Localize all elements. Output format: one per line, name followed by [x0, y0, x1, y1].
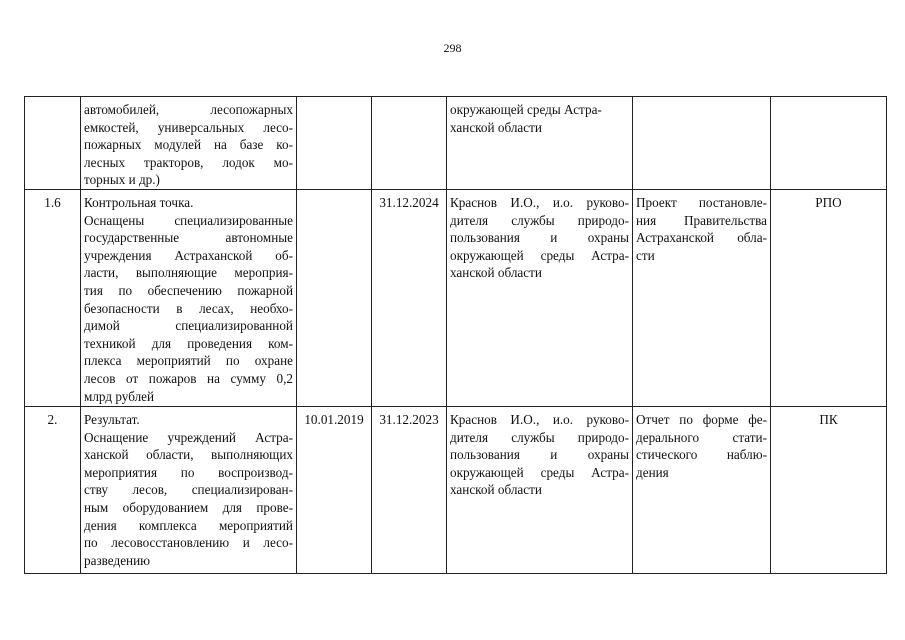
result-doc-cell	[633, 97, 771, 190]
end-date	[372, 97, 447, 190]
text-line: пользования и охраны	[450, 447, 629, 463]
text-line: дителя службы природо-	[450, 429, 629, 445]
text-line: плекса мероприятий по охране	[84, 353, 293, 369]
text-line: Результат.	[84, 411, 140, 427]
text-line: ханской области	[450, 265, 542, 281]
text-line: ния Правительства	[636, 212, 767, 228]
text-line: ству лесов, специализирован-	[84, 482, 293, 498]
row-number	[25, 97, 81, 190]
code-cell: ПК	[771, 406, 887, 573]
responsible-cell	[447, 97, 633, 190]
text-line: ханской области, выполняющих	[84, 447, 293, 463]
page-number: 298	[443, 41, 462, 55]
text-line: Отчет по форме фе-	[636, 411, 767, 427]
text-line: сти	[636, 247, 655, 263]
start-date	[297, 189, 372, 406]
text-line: окружающей среды Астра-	[450, 247, 629, 263]
text-line: Проект постановле-	[636, 194, 767, 210]
responsible-cell	[447, 406, 633, 573]
text-line: торных и др.)	[84, 172, 160, 188]
table-row	[25, 189, 887, 406]
row-number: 2.	[25, 406, 81, 573]
text-line: по лесовосстановлению и лесо-	[84, 535, 293, 551]
text-line: лесов от пожаров на сумму 0,2	[84, 370, 293, 386]
text-line: ным оборудованием для прове-	[84, 499, 293, 515]
text-line: стического наблю-	[636, 447, 767, 463]
result-doc-cell	[633, 189, 771, 406]
description-cell	[81, 189, 297, 406]
text-line: пожарных модулей на базе ко-	[84, 137, 293, 153]
code-cell: РПО	[771, 189, 887, 406]
end-date: 31.12.2024	[372, 189, 447, 406]
text-line: окружающей среды Астра-	[450, 464, 629, 480]
text-line: ласти, выполняющие мероприя-	[84, 265, 293, 281]
text-line: емкостей, универсальных лесо-	[84, 119, 293, 135]
responsible-cell	[447, 189, 633, 406]
text-line: Оснащение учреждений Астра-	[84, 429, 293, 445]
text-line: дения	[636, 464, 669, 480]
table-row	[25, 406, 887, 573]
text-line: дерального стати-	[636, 429, 767, 445]
end-date: 31.12.2023	[372, 406, 447, 573]
code-cell	[771, 97, 887, 190]
result-doc-cell	[633, 406, 771, 573]
text-line: лесных тракторов, лодок мо-	[84, 154, 293, 170]
text-line: учреждения Астраханской об-	[84, 247, 293, 263]
text-line: техникой для проведения ком-	[84, 335, 293, 351]
text-line: тия по обеспечению пожарной	[84, 282, 293, 298]
start-date	[297, 97, 372, 190]
text-line: Краснов И.О., и.о. руково-	[450, 411, 629, 427]
text-line: Контрольная точка.	[84, 194, 194, 210]
row-number: 1.6	[25, 189, 81, 406]
description-cell	[81, 406, 297, 573]
table-row	[25, 97, 887, 190]
start-date: 10.01.2019	[297, 406, 372, 573]
text-line: млрд рублей	[84, 388, 155, 404]
text-line: пользования и охраны	[450, 230, 629, 246]
text-line: Астраханской обла-	[636, 230, 767, 246]
text-line: государственные автономные	[84, 230, 293, 246]
text-line: ханской области	[450, 482, 542, 498]
text-line: Оснащены специализированные	[84, 212, 293, 228]
text-line: Краснов И.О., и.о. руково-	[450, 194, 629, 210]
text-line: безопасности в лесах, необхо-	[84, 300, 293, 316]
text-line: автомобилей, лесопожарных	[84, 102, 293, 117]
plan-table	[24, 96, 887, 574]
text-line: димой специализированной	[84, 318, 293, 334]
text-line: разведению	[84, 552, 151, 568]
text-line: мероприятия по воспроизвод-	[84, 464, 293, 480]
text-line: ханской области	[450, 119, 542, 135]
text-line: окружающей среды Астра-	[450, 102, 602, 117]
text-line: дения комплекса мероприятий	[84, 517, 293, 533]
text-line: дителя службы природо-	[450, 212, 629, 228]
description-cell	[81, 97, 297, 190]
